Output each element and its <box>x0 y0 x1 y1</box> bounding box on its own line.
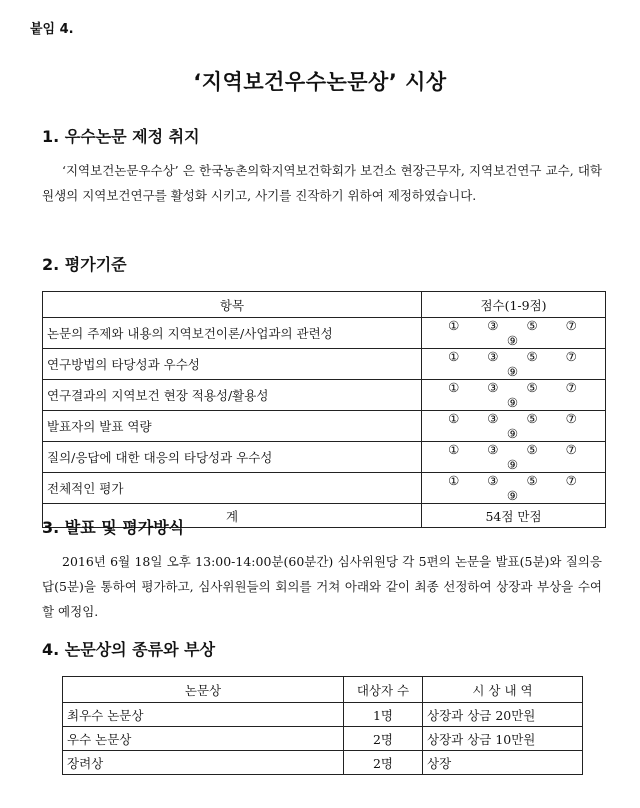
criteria-item: 논문의 주제와 내용의 지역보건이론/사업과의 관련성 <box>43 318 422 349</box>
table-row <box>63 703 583 727</box>
section4-heading: 4. 논문상의 종류와 부상 <box>42 640 216 659</box>
criteria-item: 연구결과의 지역보건 현장 적용성/활용성 <box>43 380 422 411</box>
table-row <box>43 318 606 349</box>
table-row <box>43 380 606 411</box>
award-header-row <box>63 677 583 703</box>
table-row <box>43 411 606 442</box>
attachment-label: 붙임 4. <box>30 22 74 37</box>
award-prize: 상장 <box>423 751 583 775</box>
award-count: 1명 <box>344 703 423 727</box>
evaluation-header-row <box>43 292 606 318</box>
total-value: 54점 만점 <box>422 504 606 528</box>
table-row <box>63 727 583 751</box>
table-row <box>43 473 606 504</box>
section3-text: 2016년 6월 18일 오후 13:00-14:00분(60분간) 심사위원당 각 5편의 논문을 발표(5분)와 질의응답(5분)을 통하여 평가하고, 심사위원들의 회의를 거쳐 아래와 같이 최종 선정하여 상장과 부상을 수여할 예정임. <box>42 554 602 619</box>
criteria-score: ① ③ ⑤ ⑦ ⑨ <box>422 411 606 442</box>
award-name: 최우수 논문상 <box>63 703 344 727</box>
criteria-item: 전체적인 평가 <box>43 473 422 504</box>
criteria-score: ① ③ ⑤ ⑦ ⑨ <box>422 349 606 380</box>
criteria-item: 연구방법의 타당성과 우수성 <box>43 349 422 380</box>
criteria-score: ① ③ ⑤ ⑦ ⑨ <box>422 318 606 349</box>
section3-heading: 3. 발표 및 평가방식 <box>42 518 185 537</box>
criteria-item: 발표자의 발표 역량 <box>43 411 422 442</box>
award-count: 2명 <box>344 751 423 775</box>
award-name: 장려상 <box>63 751 344 775</box>
award-count: 2명 <box>344 727 423 751</box>
criteria-score: ① ③ ⑤ ⑦ ⑨ <box>422 380 606 411</box>
header-award: 논문상 <box>63 677 344 703</box>
award-prize: 상장과 상금 10만원 <box>423 727 583 751</box>
section1-heading: 1. 우수논문 제정 취지 <box>42 127 200 146</box>
section1-text: ‘지역보건논문우수상’ 은 한국농촌의학지역보건학회가 보건소 현장근무자, 지역보건연구 교수, 대학원생의 지역보건연구를 활성화 시키고, 사기를 진작하기 위하여 제정하였습니다. <box>42 163 602 203</box>
criteria-item: 질의/응답에 대한 대응의 타당성과 우수성 <box>43 442 422 473</box>
header-item: 항목 <box>43 292 422 318</box>
section2-heading: 2. 평가기준 <box>42 255 127 274</box>
award-prize: 상장과 상금 20만원 <box>423 703 583 727</box>
header-prize: 시 상 내 역 <box>423 677 583 703</box>
evaluation-table <box>42 291 606 528</box>
award-name: 우수 논문상 <box>63 727 344 751</box>
table-row <box>43 349 606 380</box>
document-title: ‘지역보건우수논문상’ 시상 <box>193 70 447 94</box>
table-row <box>43 442 606 473</box>
criteria-score: ① ③ ⑤ ⑦ ⑨ <box>422 442 606 473</box>
criteria-score: ① ③ ⑤ ⑦ ⑨ <box>422 473 606 504</box>
header-score: 점수(1-9점) <box>422 292 606 318</box>
total-label: 계 <box>43 504 422 528</box>
award-table <box>62 676 583 775</box>
table-row <box>63 751 583 775</box>
header-count: 대상자 수 <box>344 677 423 703</box>
